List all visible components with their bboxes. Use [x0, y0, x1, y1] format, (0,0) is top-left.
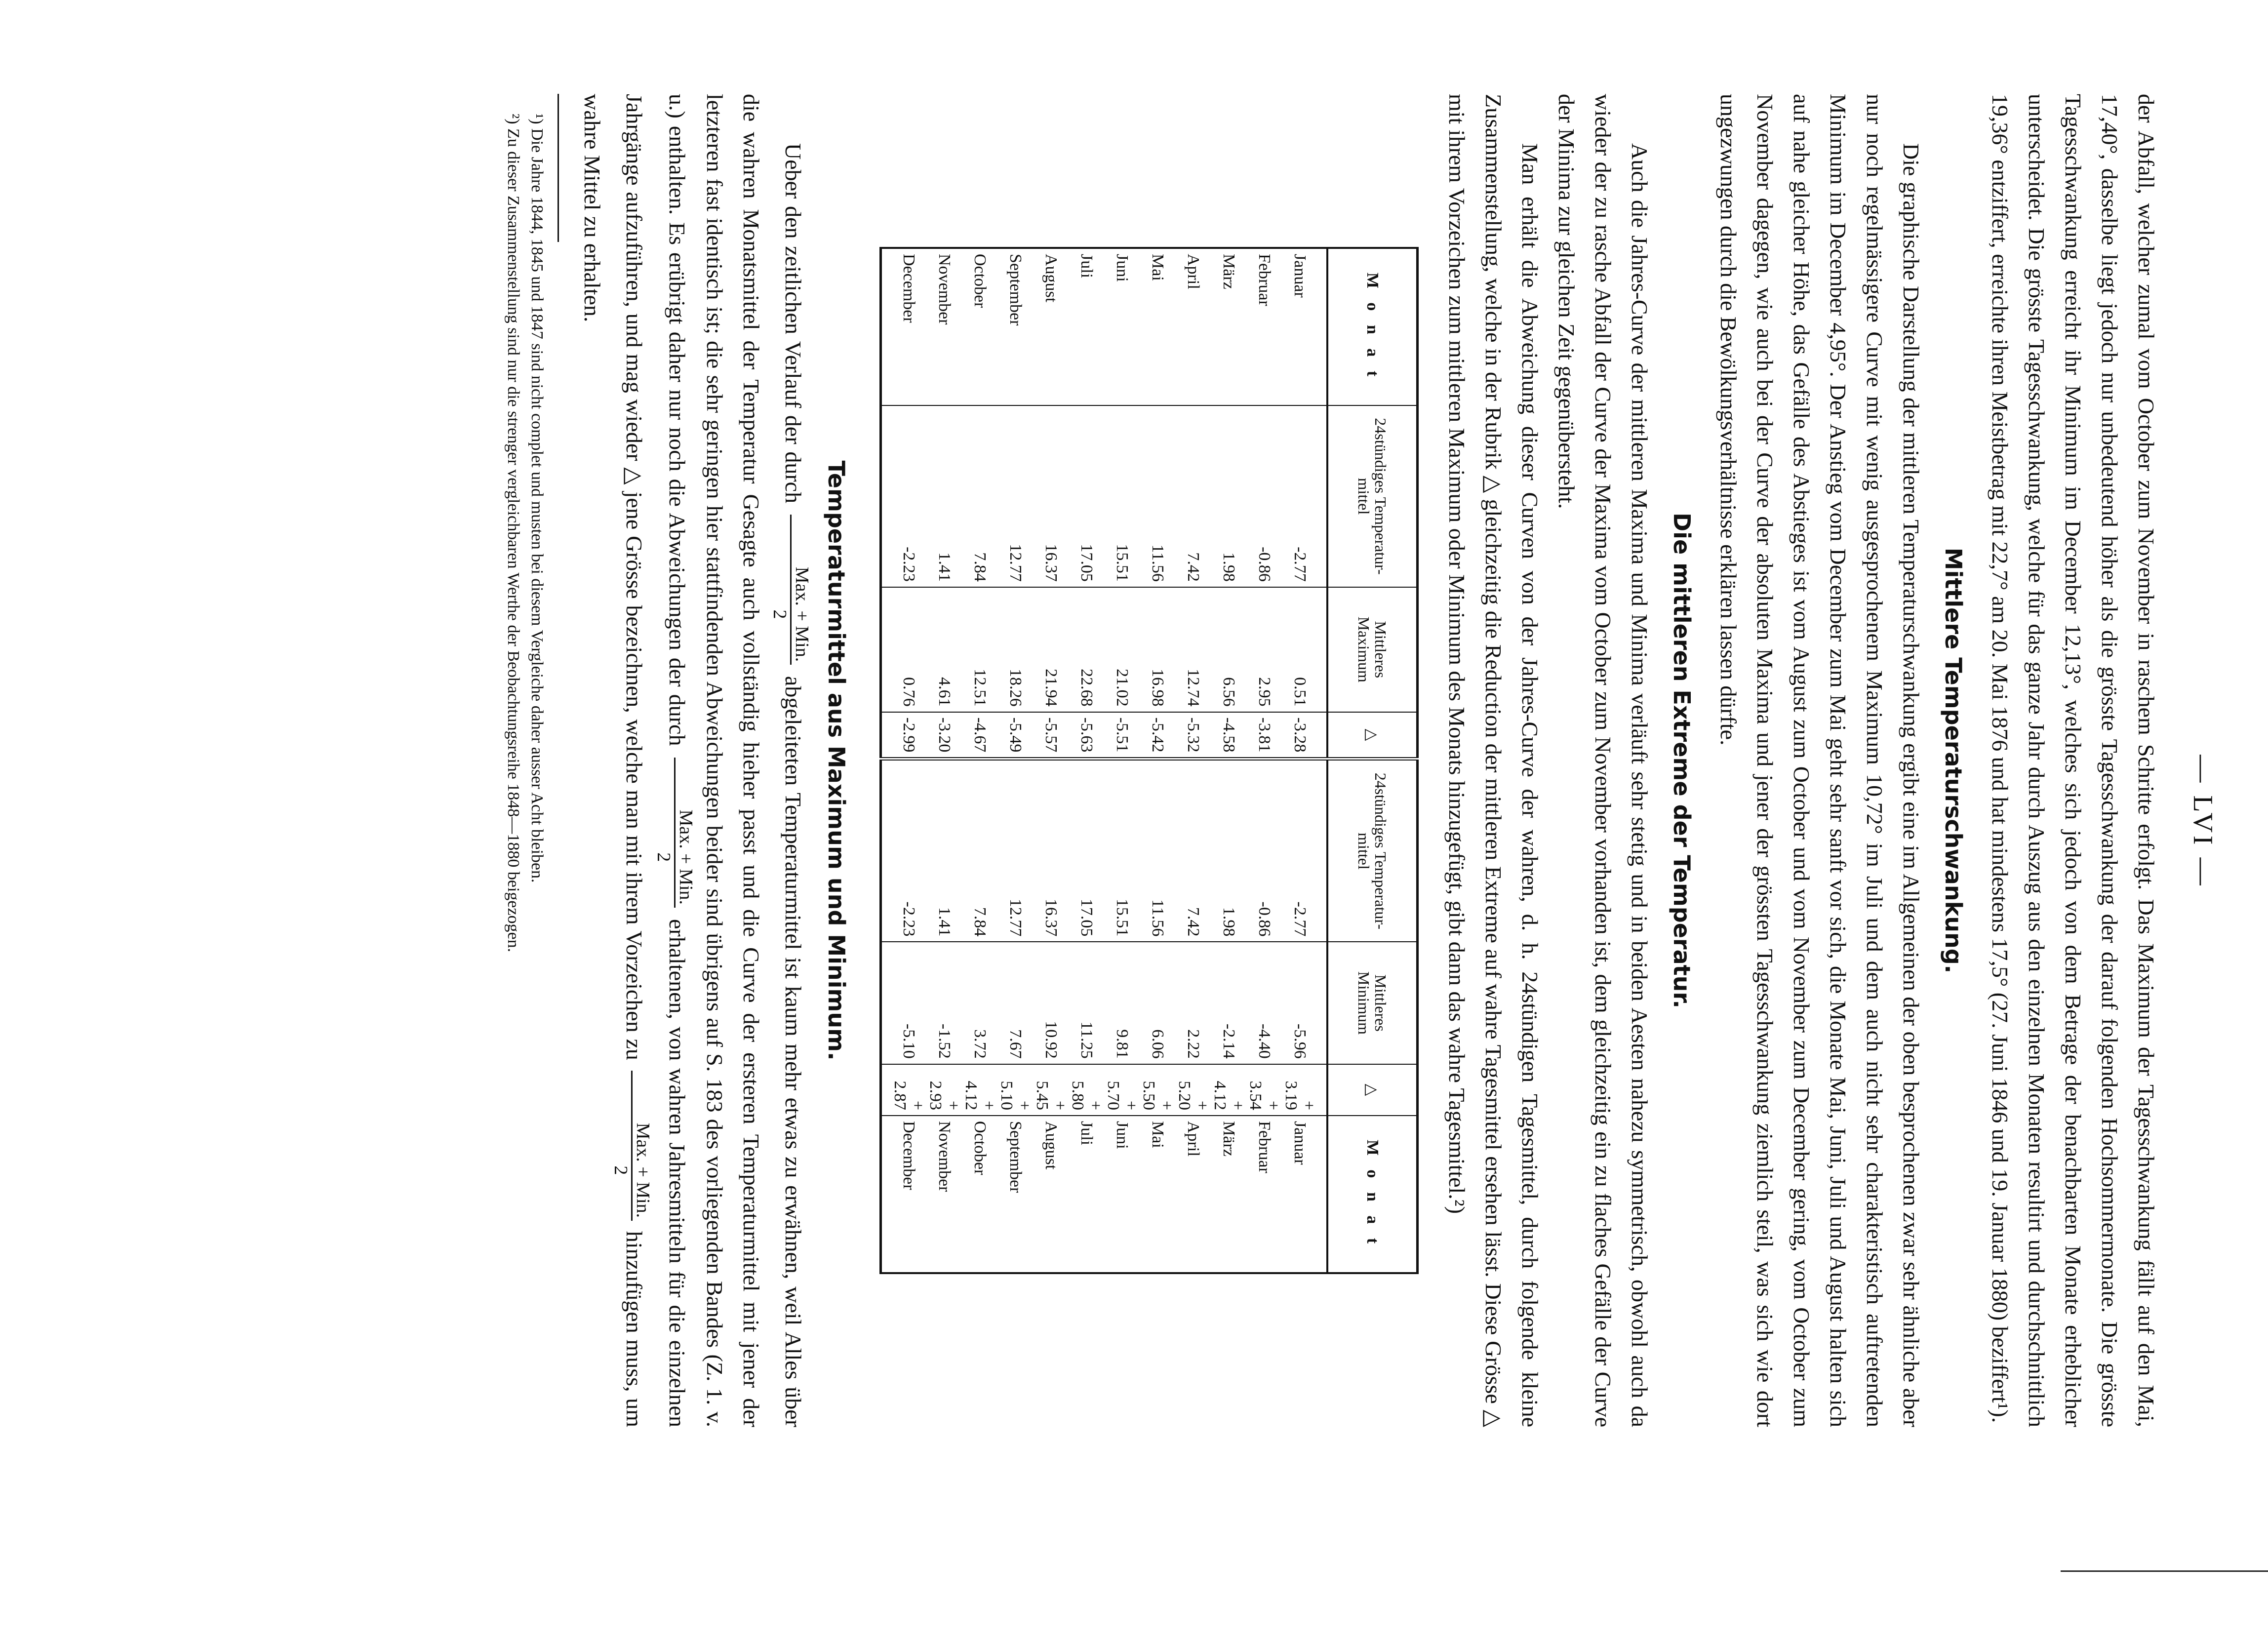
cell-minimum: 2.22 — [1175, 942, 1211, 1064]
cell-minimum: 6.06 — [1140, 942, 1175, 1064]
cell-minimum: 11.25 — [1069, 942, 1104, 1064]
cell-minimum: -4.40 — [1246, 942, 1282, 1064]
cell-tagesmittel-right: 17.05 — [1069, 759, 1104, 942]
cell-month-right: März — [1211, 1116, 1246, 1273]
header-tagesmittel-left: 24stündiges Temperatur-mittel — [1327, 405, 1418, 587]
cell-delta-max: -3.81 — [1246, 712, 1282, 759]
cell-month-right: April — [1175, 1116, 1211, 1273]
table-row — [881, 248, 927, 1273]
paragraph-extreme-2: Man erhält die Abweichung dieser Curven von der Jahres-Curve der wahren, d. h. 24stündigen Tagesmittel, durch folgende kleine Zusammenstellung, welche in der Rubrik △ gleichzeitig die Reduction der mittleren Extreme auf wahre Tagesmittel ersehen lässt. Diese Grösse △ mit ihrem Vorzeichen zum mittleren Maximum oder Minimum des Monats hinzugefügt, gibt dann das wahre Tagesmittel.²) — [1444, 94, 1543, 1427]
cell-minimum: 9.81 — [1104, 942, 1140, 1064]
table-row — [1033, 248, 1069, 1273]
cell-tagesmittel-left: -2.23 — [881, 405, 927, 587]
cell-maximum: 22.68 — [1069, 587, 1104, 712]
cell-delta-min: + 3.19 — [1282, 1064, 1327, 1116]
cell-delta-max: -5.32 — [1175, 712, 1211, 759]
cell-delta-min: + 4.12 — [1211, 1064, 1246, 1116]
cell-month-right: Mai — [1140, 1116, 1175, 1273]
cell-month-right: October — [962, 1116, 997, 1273]
cell-tagesmittel-left: -0.86 — [1246, 405, 1282, 587]
deviation-table-wrap — [879, 247, 1419, 1274]
table-header-row — [1327, 248, 1418, 1273]
cell-tagesmittel-right: 16.37 — [1033, 759, 1069, 942]
cell-tagesmittel-left: -2.77 — [1282, 405, 1327, 587]
cell-tagesmittel-right: 12.77 — [997, 759, 1033, 942]
cell-maximum: 0.51 — [1282, 587, 1327, 712]
cell-month-left: October — [962, 248, 997, 405]
cell-delta-max: -3.28 — [1282, 712, 1327, 759]
cell-maximum: 12.51 — [962, 587, 997, 712]
cell-month-left: Februar — [1246, 248, 1282, 405]
cell-tagesmittel-right: 11.56 — [1140, 759, 1175, 942]
paragraph-mittel-part-2: abgeleiteten Temperaturmittel ist kaum mehr etwas zu erwähnen, weil Alles über die wahren Monatsmittel der Temperatur Gesagte auch vollständig hieher passt und die Curve der ersteren Temperaturmittel mit jener der letzteren fast identisch ist; die sehr geringen hier stattfindenden Abweichungen beider sind übrigens auf S. 183 des vorliegenden Bandes (Z. 1. v. u.) enthalten. Es erübrigt daher nur noch die Abweichungen der durch — [664, 94, 806, 1428]
intro-paragraph: der Abfall, welcher zumal vom October zum November in raschem Schritte erfolgt. Das Maximum der Tagesschwankung fällt auf den Mai, 17,40°, dasselbe liegt jedoch nur unbedeutend höher als die grösste Tagesschwankung der darauf folgenden Hochsommermonate. Die grösste Tagesschwankung erreicht ihr Minimum im December 12,13°, welches sich jedoch von dem Betrage der benachbarten Monate erheblicher unterscheidet. Die grösste Tagesschwankung, welche für das ganze Jahr durch Auszug aus den einzelnen Monaten resultirt und durchschnittlich 19,36° entziffert, erreichte ihren Meistbetrag mit 22,7° am 20. Mai 1876 und hat mindestens 17,5° (27. Juni 1846 und 19. Januar 1880) beziffert¹). — [1988, 94, 2159, 1427]
cell-tagesmittel-left: 7.84 — [962, 405, 997, 587]
cell-tagesmittel-left: 15.51 — [1104, 405, 1140, 587]
cell-tagesmittel-left: 11.56 — [1140, 405, 1175, 587]
paragraph-mittel — [574, 94, 812, 1427]
cell-maximum: 2.95 — [1246, 587, 1282, 712]
fraction-denominator: 2 — [610, 1165, 631, 1175]
cell-tagesmittel-left: 1.41 — [926, 405, 962, 587]
cell-month-right: Januar — [1282, 1116, 1327, 1273]
header-tagesmittel-right: 24stündiges Temperatur-mittel — [1327, 759, 1418, 942]
paragraph-mittel-part-3: erhaltenen, von wahren Jahresmitteln für die einzelnen Jahrgänge aufzuführen, und mag wieder △ jene Grösse bezeichnen, welche man mit ihrem Vorzeichen zu — [621, 94, 690, 1427]
cell-month-left: Januar — [1282, 248, 1327, 405]
paragraph-mittel-part-1: Ueber den zeitlichen Verlauf der durch — [780, 143, 806, 504]
table-row — [926, 248, 962, 1273]
cell-delta-max: -3.20 — [926, 712, 962, 759]
paragraph-schwankung: Die graphische Darstellung der mittleren Temperaturschwankung ergibt eine im Allgemeinen der oben besprochenen zwar sehr ähnliche aber nur noch regelmässigere Curve mit wenig ausgesprochenem Maximum 10,72° im Juli und dem auch nicht sehr charakteristisch auftretenden Minimum im December 4,95°. Der Anstieg vom December zum Mai geht sehr sanft vor sich, die Monate Mai, Juni, Juli und August halten sich auf nahe gleicher Höhe, das Gefälle des Abstieges ist vom August zum October und vom November zum December gering, vom October zum November dagegen, wie auch bei der Curve der absoluten Maxima und jener der grössten Tagesschwankung ziemlich steil, was sich wie dort ungezwungen durch die Bewölkungsverhältnisse erklären lassen dürfte. — [1716, 94, 1924, 1427]
paragraph-extreme-1: Auch die Jahres-Curve der mittleren Maxima und Minima verläuft sehr stetig und in beiden Aesten nahezu symmetrisch, obwohl auch da wieder der zu rasche Abfall der Curve der Maxima vom October zum November vorhanden ist, dem gleichzeitig ein zu flaches Gefälle der Curve der Minima zur gleichen Zeit gegenübersteht. — [1554, 94, 1652, 1427]
fraction-numerator: Max. + Min. — [631, 1071, 653, 1221]
fraction-denominator: 2 — [769, 609, 790, 619]
fraction-numerator: Max. + Min. — [790, 515, 812, 665]
fraction-numerator: Max. + Min. — [674, 758, 696, 908]
cell-maximum: 6.56 — [1211, 587, 1246, 712]
cell-delta-min: + 5.45 — [1033, 1064, 1069, 1116]
cell-delta-min: + 2.93 — [926, 1064, 962, 1116]
scan-edge-line — [2061, 1570, 2268, 1572]
cell-delta-max: -5.63 — [1069, 712, 1104, 759]
cell-minimum: 7.67 — [997, 942, 1033, 1064]
table-body — [881, 248, 1328, 1273]
cell-month-right: Februar — [1246, 1116, 1282, 1273]
table-row — [1211, 248, 1246, 1273]
cell-month-right: November — [926, 1116, 962, 1273]
cell-tagesmittel-right: -2.77 — [1282, 759, 1327, 942]
cell-month-right: Juli — [1069, 1116, 1104, 1273]
cell-tagesmittel-left: 1.98 — [1211, 405, 1246, 587]
cell-maximum: 16.98 — [1140, 587, 1175, 712]
fraction-max-min-3 — [610, 1071, 653, 1221]
footnote-1: ¹) Die Jahre 1844, 1845 und 1847 sind nicht complet und musten bei diesem Vergleiche daher ausser Acht bleiben. — [528, 114, 546, 883]
page-body — [501, 94, 2164, 1427]
header-maximum: Mittleres Maximum — [1327, 587, 1418, 712]
fraction-max-min-1 — [769, 515, 812, 665]
table-row — [1140, 248, 1175, 1273]
cell-month-right: December — [881, 1116, 927, 1273]
cell-month-right: September — [997, 1116, 1033, 1273]
cell-month-right: Juni — [1104, 1116, 1140, 1273]
header-monat-right: M o n a t — [1327, 1116, 1418, 1273]
footnote-rule — [557, 94, 559, 242]
cell-delta-max: -5.51 — [1104, 712, 1140, 759]
table-row — [997, 248, 1033, 1273]
header-delta-min: △ — [1327, 1064, 1418, 1116]
cell-delta-max: -5.57 — [1033, 712, 1069, 759]
cell-delta-min: + 2.87 — [881, 1064, 927, 1116]
cell-maximum: 4.61 — [926, 587, 962, 712]
section-heading-extreme: Die mittleren Extreme der Temperatur. — [1669, 513, 1695, 1008]
cell-month-right: August — [1033, 1116, 1069, 1273]
cell-tagesmittel-left: 7.42 — [1175, 405, 1211, 587]
paragraph-mittel-part-4: hinzufügen muss, um wahre Mittel zu erhalten. — [580, 94, 647, 1428]
cell-tagesmittel-left: 12.77 — [997, 405, 1033, 587]
header-delta-max: △ — [1327, 712, 1418, 759]
table-row — [1104, 248, 1140, 1273]
cell-delta-min: + 3.54 — [1246, 1064, 1282, 1116]
cell-month-left: August — [1033, 248, 1069, 405]
cell-delta-min: + 5.70 — [1104, 1064, 1140, 1116]
cell-delta-min: + 5.10 — [997, 1064, 1033, 1116]
page-number: — LVI — — [2188, 755, 2218, 888]
cell-minimum: -1.52 — [926, 942, 962, 1064]
footnote-2: ²) Zu dieser Zusammenstellung sind nur die strenger vergleichbaren Werthe der Beobachtungsreihe 1848—1880 beigezogen. — [504, 114, 522, 953]
cell-delta-min: + 5.20 — [1175, 1064, 1211, 1116]
cell-tagesmittel-left: 16.37 — [1033, 405, 1069, 587]
header-monat-left: M o n a t — [1327, 248, 1418, 405]
cell-delta-min: + 5.50 — [1140, 1064, 1175, 1116]
cell-tagesmittel-right: 1.98 — [1211, 759, 1246, 942]
header-minimum: Mittleres Minimum — [1327, 942, 1418, 1064]
cell-maximum: 0.76 — [881, 587, 927, 712]
cell-delta-min: + 4.12 — [962, 1064, 997, 1116]
section-heading-schwankung: Mittlere Temperaturschwankung. — [1940, 547, 1967, 974]
cell-minimum: 3.72 — [962, 942, 997, 1064]
fraction-denominator: 2 — [653, 852, 674, 862]
section-heading-mittel: Temperaturmittel aus Maximum und Minimum. — [823, 460, 850, 1061]
cell-minimum: -5.10 — [881, 942, 927, 1064]
table-row — [962, 248, 997, 1273]
cell-month-left: Mai — [1140, 248, 1175, 405]
cell-tagesmittel-right: 7.42 — [1175, 759, 1211, 942]
fraction-max-min-2 — [653, 758, 696, 908]
cell-delta-max: -4.67 — [962, 712, 997, 759]
cell-month-left: März — [1211, 248, 1246, 405]
table-row — [1069, 248, 1104, 1273]
cell-month-left: Juli — [1069, 248, 1104, 405]
table-row — [1282, 248, 1327, 1273]
cell-delta-max: -4.58 — [1211, 712, 1246, 759]
cell-month-left: December — [881, 248, 927, 405]
cell-delta-max: -5.49 — [997, 712, 1033, 759]
cell-delta-max: -2.99 — [881, 712, 927, 759]
cell-tagesmittel-right: 1.41 — [926, 759, 962, 942]
cell-tagesmittel-right: -2.23 — [881, 759, 927, 942]
cell-delta-min: + 5.80 — [1069, 1064, 1104, 1116]
footnotes — [501, 94, 549, 1427]
table-row — [1246, 248, 1282, 1273]
cell-tagesmittel-right: 7.84 — [962, 759, 997, 942]
deviation-table — [879, 247, 1419, 1274]
cell-maximum: 21.94 — [1033, 587, 1069, 712]
table-row — [1175, 248, 1211, 1273]
cell-month-left: September — [997, 248, 1033, 405]
cell-month-left: Juni — [1104, 248, 1140, 405]
cell-maximum: 21.02 — [1104, 587, 1140, 712]
cell-maximum: 18.26 — [997, 587, 1033, 712]
cell-tagesmittel-right: 15.51 — [1104, 759, 1140, 942]
cell-minimum: 10.92 — [1033, 942, 1069, 1064]
cell-minimum: -2.14 — [1211, 942, 1246, 1064]
cell-month-left: November — [926, 248, 962, 405]
cell-minimum: -5.96 — [1282, 942, 1327, 1064]
cell-maximum: 12.74 — [1175, 587, 1211, 712]
cell-tagesmittel-right: -0.86 — [1246, 759, 1282, 942]
cell-tagesmittel-left: 17.05 — [1069, 405, 1104, 587]
cell-delta-max: -5.42 — [1140, 712, 1175, 759]
cell-month-left: April — [1175, 248, 1211, 405]
